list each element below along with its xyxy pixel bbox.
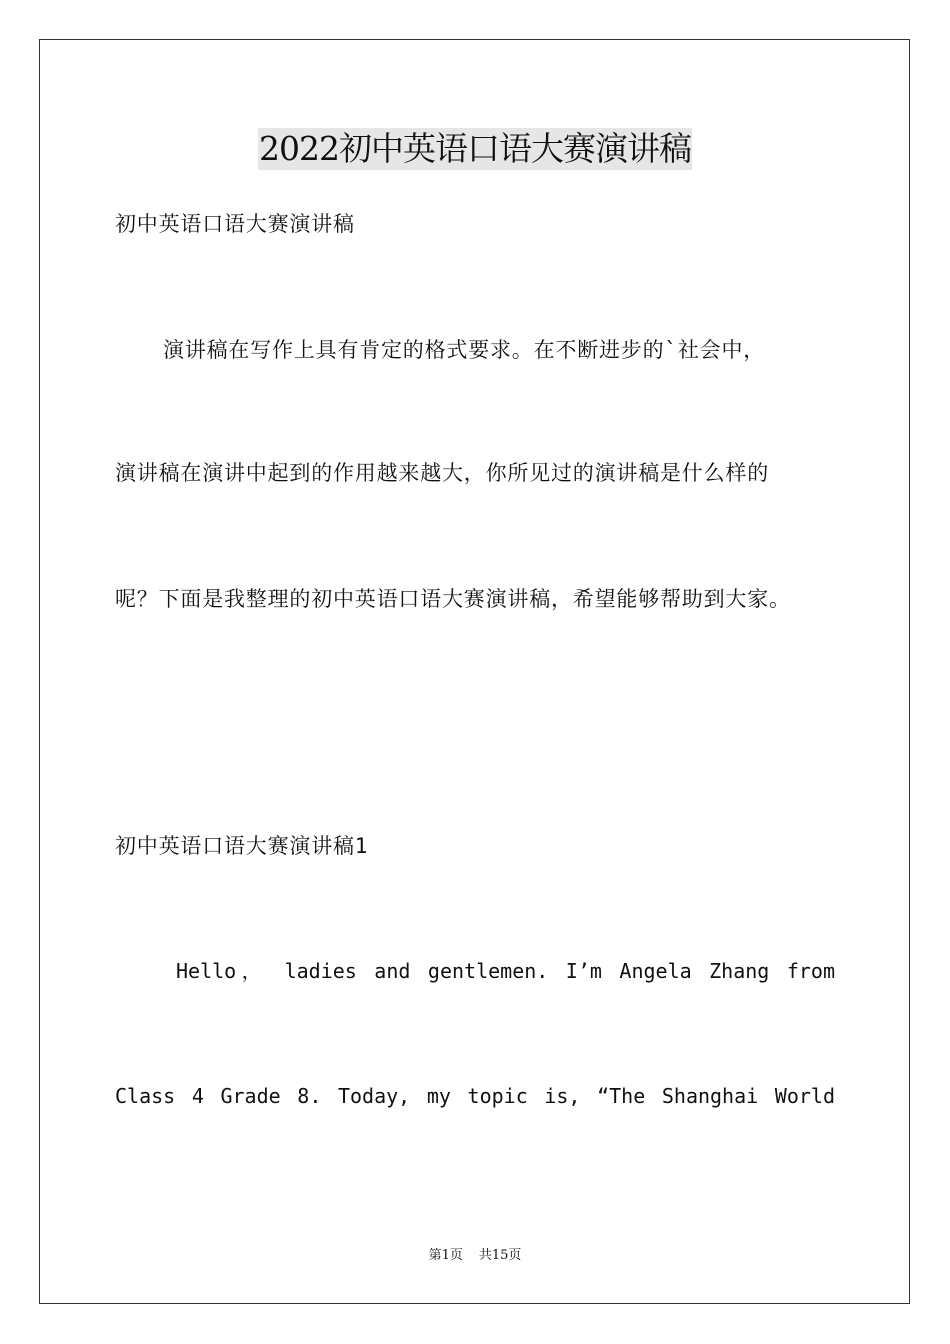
page-number: 第1页	[428, 1248, 463, 1263]
section-heading: 初中英语口语大赛演讲稿1	[115, 834, 369, 858]
document-subtitle: 初中英语口语大赛演讲稿	[115, 212, 355, 236]
title-container	[0, 128, 950, 170]
speech-line-2: Class 4 Grade 8. Today, my topic is, “The Shanghai World	[115, 1084, 835, 1108]
intro-line-1: 演讲稿在写作上具有肯定的格式要求。在不断进步的`社会中，	[163, 338, 766, 362]
page-total: 共15页	[478, 1248, 522, 1263]
intro-line-3: 呢？下面是我整理的初中英语口语大赛演讲稿，希望能够帮助到大家。	[115, 587, 791, 611]
intro-line-2: 演讲稿在演讲中起到的作用越来越大，你所见过的演讲稿是什么样的	[115, 461, 769, 485]
page-footer	[0, 1247, 950, 1265]
speech-line-1: Hello， ladies and gentlemen. I’m Angela Zhang from	[176, 959, 835, 983]
document-title: 2022初中英语口语大赛演讲稿	[259, 129, 691, 168]
